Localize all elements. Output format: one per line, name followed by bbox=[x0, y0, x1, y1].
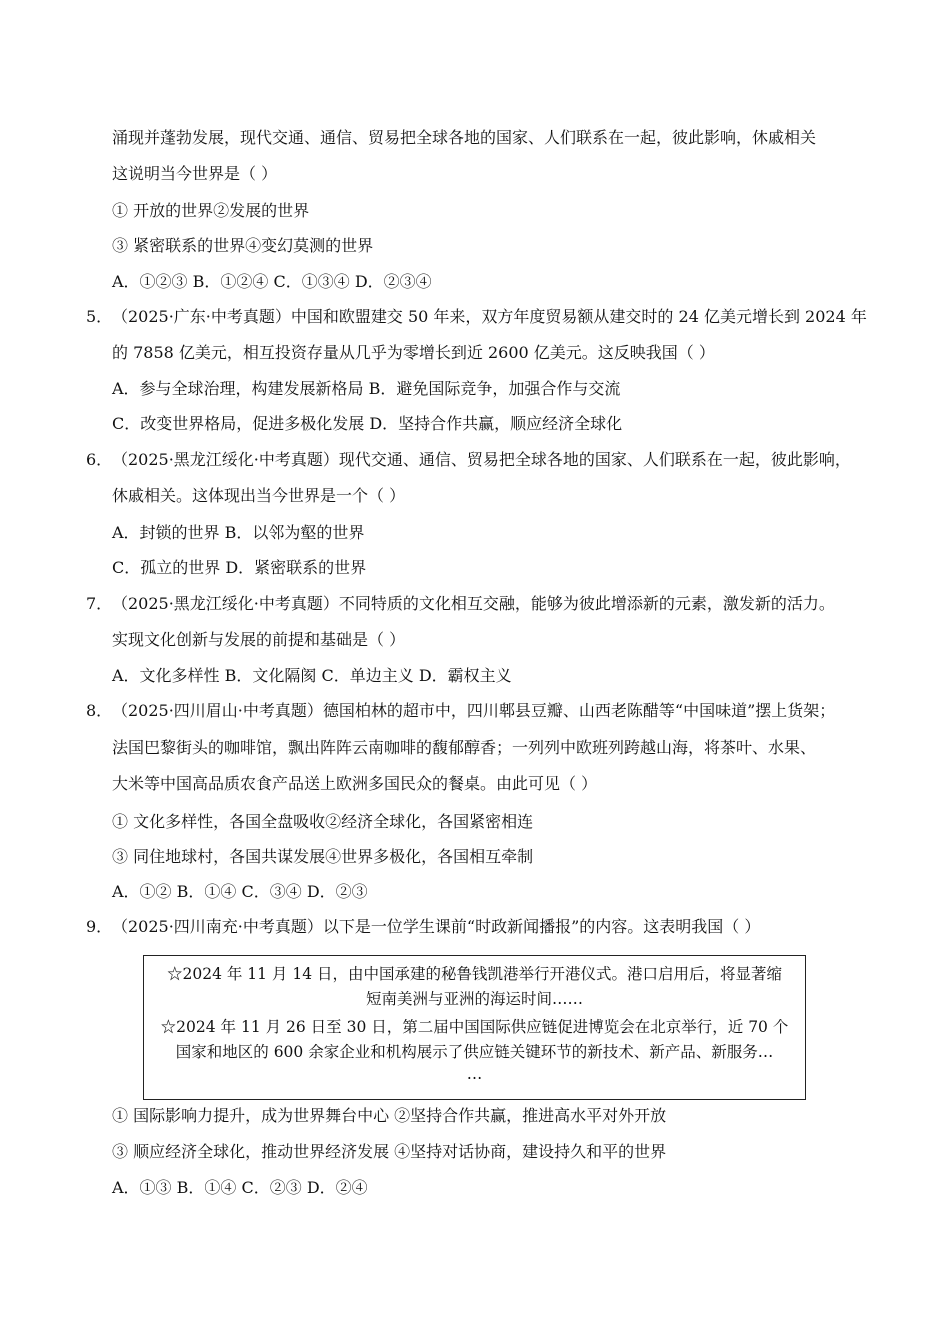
q6-choices-cd: C．孤立的世界 D．紧密联系的世界 bbox=[112, 558, 367, 577]
q4-choices: A．①②③ B．①②④ C．①③④ D．②③④ bbox=[112, 272, 432, 291]
q8-stem-line-1: （2025·四川眉山·中考真题）德国柏林的超市中，四川郫县豆瓣、山西老陈醋等“中国味道”摆上货架； bbox=[112, 701, 836, 720]
news-item-1-line-1: ☆2024 年 11 月 14 日，由中国承建的秘鲁钱凯港举行开港仪式。港口启用后，将显著缩 bbox=[166, 965, 783, 983]
q7-stem-line-1: （2025·黑龙江绥化·中考真题）不同特质的文化相互交融，能够为彼此增添新的元素，激发新的活力。 bbox=[112, 594, 835, 613]
q9-stem bbox=[86, 916, 760, 938]
q9-statement-1: ① 国际影响力提升，成为世界舞台中心 ②坚持合作共赢，推进高水平对外开放 bbox=[112, 1106, 667, 1125]
q9-choices: A．①③ B．①④ C．②③ D．②④ bbox=[112, 1178, 368, 1197]
q4-stem-line-1: 涌现并蓬勃发展，现代交通、通信、贸易把全球各地的国家、人们联系在一起，彼此影响，休戚相关 bbox=[112, 128, 817, 147]
q5-stem bbox=[86, 306, 867, 328]
q5-stem-line-2: 的 7858 亿美元，相互投资存量从几乎为零增长到近 2600 亿美元。这反映我国（ ） bbox=[112, 343, 715, 362]
q4-statement-1: ① 开放的世界②发展的世界 bbox=[112, 201, 310, 220]
q6-number: 6． bbox=[86, 450, 113, 469]
q9-statement-2: ③ 顺应经济全球化，推动世界经济发展 ④坚持对话协商，建设持久和平的世界 bbox=[112, 1142, 667, 1161]
q5-stem-line-1: （2025·广东·中考真题）中国和欧盟建交 50 年来，双方年度贸易额从建交时的 24 亿美元增长到 2024 年 bbox=[112, 307, 867, 326]
q8-choices: A．①② B．①④ C．③④ D．②③ bbox=[112, 882, 368, 901]
q8-statement-2: ③ 同住地球村，各国共谋发展④世界多极化，各国相互牵制 bbox=[112, 847, 534, 866]
q9-number: 9． bbox=[86, 917, 113, 936]
news-broadcast-box bbox=[143, 955, 806, 1100]
q5-choices-ab: A．参与全球治理，构建发展新格局 B．避免国际竞争，加强合作与交流 bbox=[112, 379, 621, 398]
q6-stem-line-2: 休戚相关。这体现出当今世界是一个（ ） bbox=[112, 486, 406, 505]
q7-number: 7． bbox=[86, 594, 113, 613]
q6-stem-line-1: （2025·黑龙江绥化·中考真题）现代交通、通信、贸易把全球各地的国家、人们联系在一起，彼此影响， bbox=[112, 450, 851, 469]
news-item-2-line-2: 国家和地区的 600 余家企业和机构展示了供应链关键环节的新技术、新产品、新服务… bbox=[175, 1043, 774, 1061]
q8-stem-line-2: 法国巴黎街头的咖啡馆，飘出阵阵云南咖啡的馥郁醇香；一列列中欧班列跨越山海，将茶叶、水果、 bbox=[112, 738, 817, 757]
q6-stem bbox=[86, 449, 851, 471]
news-item-2-line-3: … bbox=[466, 1065, 483, 1083]
q7-choices: A．文化多样性 B．文化隔阂 C．单边主义 D．霸权主义 bbox=[112, 666, 512, 685]
q5-choices-cd: C．改变世界格局，促进多极化发展 D．坚持合作共赢，顺应经济全球化 bbox=[112, 414, 623, 433]
q9-stem-line-1: （2025·四川南充·中考真题）以下是一位学生课前“时政新闻播报”的内容。这表明我国（ ） bbox=[112, 917, 761, 936]
q8-stem-line-3: 大米等中国高品质农食产品送上欧洲多国民众的餐桌。由此可见（ ） bbox=[112, 774, 598, 793]
q7-stem-line-2: 实现文化创新与发展的前提和基础是（ ） bbox=[112, 630, 406, 649]
q8-stem bbox=[86, 700, 835, 722]
q5-number: 5． bbox=[86, 307, 113, 326]
q8-statement-1: ① 文化多样性，各国全盘吸收②经济全球化，各国紧密相连 bbox=[112, 812, 534, 831]
q6-choices-ab: A．封锁的世界 B．以邻为壑的世界 bbox=[112, 523, 365, 542]
q7-stem bbox=[86, 593, 835, 615]
news-item-2-line-1: ☆2024 年 11 月 26 日至 30 日，第二届中国国际供应链促进博览会在北京举行，近 70 个 bbox=[160, 1018, 789, 1036]
q4-statement-2: ③ 紧密联系的世界④变幻莫测的世界 bbox=[112, 236, 374, 255]
q4-stem-line-2: 这说明当今世界是（ ） bbox=[112, 164, 278, 183]
news-item-1-line-2: 短南美洲与亚洲的海运时间…… bbox=[365, 990, 583, 1008]
q8-number: 8． bbox=[86, 701, 113, 720]
